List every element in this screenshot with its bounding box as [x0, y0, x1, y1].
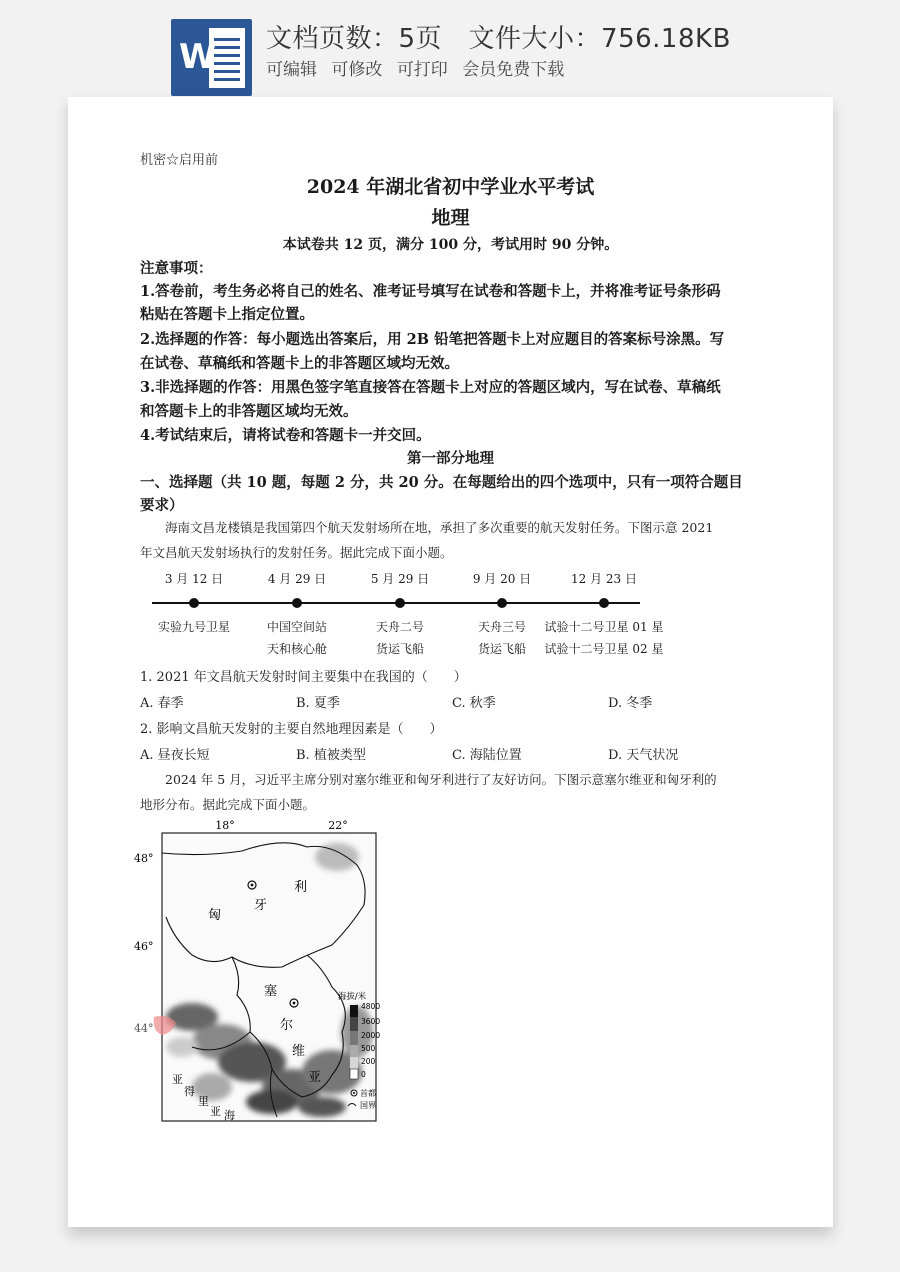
lon-label: 18°: [215, 819, 235, 832]
file-info-title: 文档页数：5页 文件大小：756.18KB: [266, 24, 731, 54]
section-heading: 要求）: [140, 497, 184, 514]
legend-value: 500: [361, 1044, 376, 1053]
timeline-mission: 实验九号卫星: [157, 620, 230, 634]
document-page: [68, 97, 833, 1227]
intro-paragraph: 2024 年 5 月，习近平主席分别对塞尔维亚和匈牙利进行了友好访问。下图示意塞尔维亚和匈牙利的: [140, 772, 717, 787]
secret-label: 机密☆启用前: [140, 153, 219, 168]
question-stem: 1. 2021 年文昌航天发射时间主要集中在我国的（ ）: [140, 670, 467, 685]
timeline-date: 12 月 23 日: [571, 572, 637, 586]
timeline-mission: 货运飞船: [477, 642, 526, 656]
option-a: A. 春季: [140, 696, 184, 711]
intro-paragraph: 海南文昌龙楼镇是我国第四个航天发射场所在地，承担了多次重要的航天发射任务。下图示意 2021: [140, 520, 714, 535]
intro-paragraph: 年文昌航天发射场执行的发射任务。据此完成下面小题。: [140, 545, 453, 560]
lat-label: 48°: [134, 852, 154, 865]
word-doc-icon: [171, 19, 252, 96]
timeline-date: 4 月 29 日: [267, 572, 327, 586]
timeline-dot: [599, 598, 609, 608]
timeline-dot: [292, 598, 302, 608]
timeline-mission: 天舟三号: [477, 620, 526, 634]
lat-label: 46°: [134, 940, 154, 953]
part-title: 第一部分地理: [407, 450, 494, 467]
download-banner: [0, 0, 900, 100]
tag-editable: 可编辑: [266, 60, 317, 80]
notice-line: 2.选择题的作答：每小题选出答案后，用 2B 铅笔把答题卡上对应题目的答案标号涂黑。写: [140, 331, 725, 348]
legend-value: 4800: [361, 1002, 381, 1011]
map-label-sea: 亚: [210, 1105, 221, 1118]
tag-modifiable: 可修改: [331, 60, 383, 80]
map-label-sea: 亚: [172, 1073, 183, 1086]
legend-title: 海拔/米: [337, 992, 367, 1002]
timeline-mission: 货运飞船: [375, 642, 424, 656]
exam-title: 2024 年湖北省初中学业水平考试: [306, 176, 595, 198]
lon-label: 22°: [328, 819, 348, 832]
notice-line: 3.非选择题的作答：用黑色签字笔直接答在答题卡上对应的答题区域内，写在试卷、草稿纸: [140, 379, 721, 396]
intro-paragraph: 地形分布。据此完成下面小题。: [140, 797, 316, 812]
map-label-serbia: 尔: [280, 1018, 294, 1033]
legend-capital: 首都: [360, 1089, 376, 1098]
timeline-dot: [497, 598, 507, 608]
notice-line: 4.考试结束后，请将试卷和答题卡一并交回。: [140, 427, 431, 444]
map-label-hungary: 利: [294, 880, 308, 895]
map-label-serbia: 塞: [264, 984, 278, 999]
timeline-dot: [395, 598, 405, 608]
legend-value: 2000: [361, 1031, 381, 1040]
notice-line: 和答题卡上的非答题区域均无效。: [140, 403, 358, 420]
question-stem: 2. 影响文昌航天发射的主要自然地理因素是（ ）: [140, 722, 443, 737]
option-b: B. 夏季: [296, 696, 340, 711]
exam-subject: 地理: [431, 207, 470, 229]
timeline-mission: 试验十二号卫星 02 星: [544, 642, 664, 656]
timeline-dot: [189, 598, 199, 608]
option-d: D. 冬季: [608, 696, 653, 711]
timeline-mission: 试验十二号卫星 01 星: [544, 620, 664, 634]
legend-border: 国界: [360, 1101, 376, 1110]
map-label-sea: 得: [184, 1085, 195, 1098]
legend-value: 0: [361, 1070, 366, 1079]
map-label-serbia: 亚: [308, 1070, 322, 1085]
legend-value: 200: [361, 1057, 376, 1066]
notice-heading: 注意事项：: [140, 260, 213, 277]
option-c: C. 海陆位置: [452, 748, 522, 763]
notice-line: 在试卷、草稿纸和答题卡上的非答题区域均无效。: [140, 355, 459, 372]
option-b: B. 植被类型: [296, 748, 366, 763]
timeline-date: 3 月 12 日: [164, 572, 224, 586]
map-label-serbia: 维: [292, 1044, 306, 1059]
legend-value: 3600: [361, 1017, 381, 1026]
timeline-mission: 天舟二号: [375, 620, 424, 634]
timeline-date: 5 月 29 日: [370, 572, 430, 586]
notice-line: 粘贴在答题卡上指定位置。: [140, 306, 314, 323]
lat-label: 44°: [134, 1022, 154, 1035]
exam-description: 本试卷共 12 页，满分 100 分，考试用时 90 分钟。: [282, 237, 619, 253]
terrain-map: [132, 817, 382, 1127]
option-d: D. 天气状况: [608, 748, 679, 763]
map-label-hungary: 匈: [208, 908, 222, 923]
section-heading: 一、选择题（共 10 题，每题 2 分，共 20 分。在每题给出的四个选项中，只有一项符合题目: [140, 474, 743, 491]
option-c: C. 秋季: [452, 696, 496, 711]
map-label-hungary: 牙: [254, 898, 268, 913]
timeline-mission: 中国空间站: [266, 620, 327, 634]
timeline-mission: 天和核心舱: [266, 642, 327, 656]
map-label-sea: 里: [198, 1095, 209, 1108]
option-a: A. 昼夜长短: [140, 748, 210, 763]
tag-member-download: 会员免费下载: [462, 60, 565, 80]
launch-timeline: [152, 570, 672, 660]
timeline-date: 9 月 20 日: [472, 572, 532, 586]
map-label-sea: 海: [224, 1109, 235, 1122]
word-letter: W: [179, 37, 217, 77]
tag-printable: 可打印: [396, 60, 448, 80]
notice-line: 1.答卷前，考生务必将自己的姓名、准考证号填写在试卷和答题卡上，并将准考证号条形码: [140, 283, 721, 300]
file-feature-tags: [266, 55, 573, 80]
